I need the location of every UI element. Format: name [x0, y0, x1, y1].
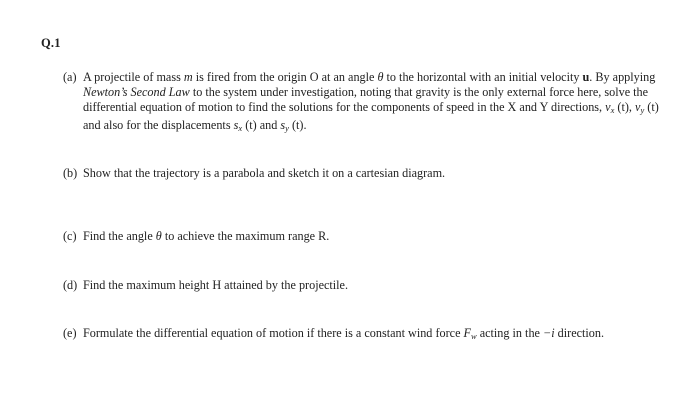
- part-c-label: (c): [63, 229, 77, 243]
- question-number: Q.1: [41, 36, 61, 50]
- part-b-label: (b): [63, 166, 78, 180]
- question-part-c: [63, 229, 673, 244]
- part-d-text: Find the maximum height H attained by the projectile.: [83, 278, 349, 292]
- part-c-text: Find the angle θ to achieve the maximum range R.: [83, 229, 330, 243]
- question-part-a: [63, 70, 673, 136]
- mass-symbol: m: [183, 70, 193, 84]
- velocity-symbol: u: [582, 70, 590, 84]
- sy-symbol: $s_y$: [280, 118, 289, 133]
- part-e-label: (e): [63, 326, 77, 340]
- theta-symbol: θ: [377, 70, 384, 84]
- part-a-text: A projectile of mass m is fired from the origin O at an angle θ to the horizontal with an initial velocity u. By applying Newton’s Second Law to the system under investigation, noting that gravity is the only external force here, solve the differential equation of motion to find the solutions for the components of speed in the X and Y directions, $v_x$ (t), $v_y$ (t) and also for the displacements $s_x$ (t) and $s_y$ (t).: [83, 70, 659, 133]
- wind-force-symbol: $F_w$: [463, 326, 477, 341]
- part-a-label: (a): [63, 70, 77, 84]
- theta-symbol: θ: [155, 229, 162, 243]
- question-part-b: [63, 166, 673, 181]
- part-d-label: (d): [63, 278, 78, 292]
- sx-symbol: $s_x$: [233, 118, 243, 133]
- part-b-text: Show that the trajectory is a parabola and sketch it on a cartesian diagram.: [83, 166, 446, 180]
- vx-symbol: $v_x$: [605, 100, 615, 115]
- part-e-text: Formulate the differential equation of motion if there is a constant wind force $F_w$ acting in the −i direction.: [83, 326, 605, 341]
- question-part-d: [63, 278, 673, 293]
- newtons-law-text: Newton’s Second Law: [83, 85, 190, 99]
- vy-symbol: $v_y$: [635, 100, 645, 115]
- question-part-e: [63, 326, 673, 344]
- direction-symbol: −i: [543, 326, 555, 340]
